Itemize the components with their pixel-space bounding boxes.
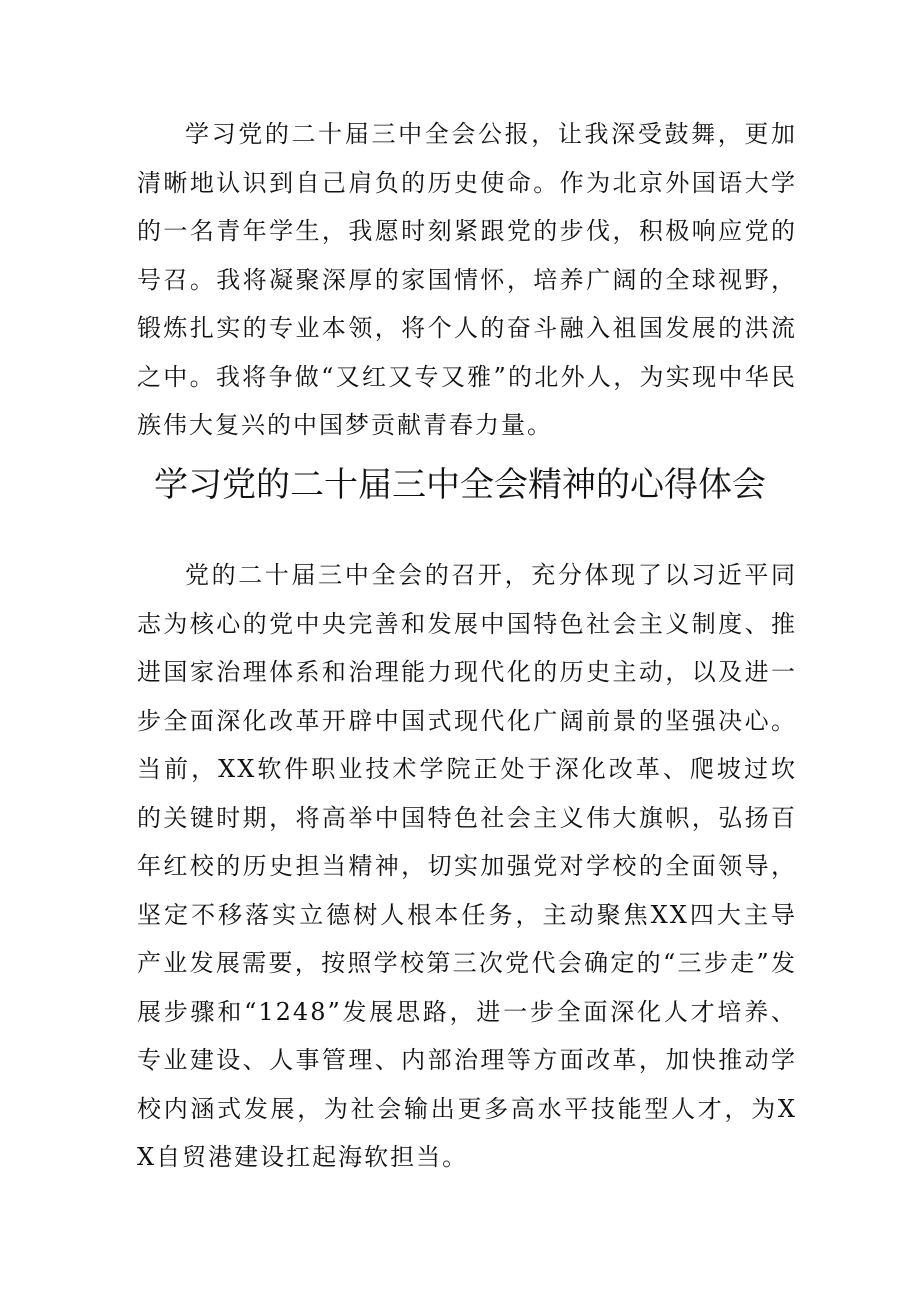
page-title: 学习党的二十届三中全会精神的心得体会	[154, 465, 766, 505]
body-paragraph-2: 党的二十届三中全会的召开，充分体现了以习近平同志为核心的党中央完善和发展中国特色社会主义制度、推进国家治理体系和治理能力现代化的历史主动，以及进一步全面深化改革开辟中国式现代化广阔前景的坚强决心。当前，XX软件职业技术学院正处于深化改革、爬坡过坎的关键时期，将高举中国特色社会主义伟大旗帜，弘扬百年红校的历史担当精神，切实加强党对学校的全面领导，坚定不移落实立德树人根本任务，主动聚焦XX四大主导产业发展需要，按照学校第三次党代会确定的“三步走”发展步骤和“1248”发展思路，进一步全面深化人才培养、专业建设、人事管理、内部治理等方面改革，加快推动学校内涵式发展，为社会输出更多高水平技能型人才，为XX自贸港建设扛起海软担当。	[137, 561, 797, 1171]
body-paragraph-1: 学习党的二十届三中全会公报，让我深受鼓舞，更加清晰地认识到自己肩负的历史使命。作为北京外国语大学的一名青年学生，我愿时刻紧跟党的步伐，积极响应党的号召。我将凝聚深厚的家国情怀，培养广阔的全球视野，锻炼扎实的专业本领，将个人的奋斗融入祖国发展的洪流之中。我将争做“又红又专又雅”的北外人，为实现中华民族伟大复兴的中国梦贡献青春力量。	[137, 120, 797, 439]
